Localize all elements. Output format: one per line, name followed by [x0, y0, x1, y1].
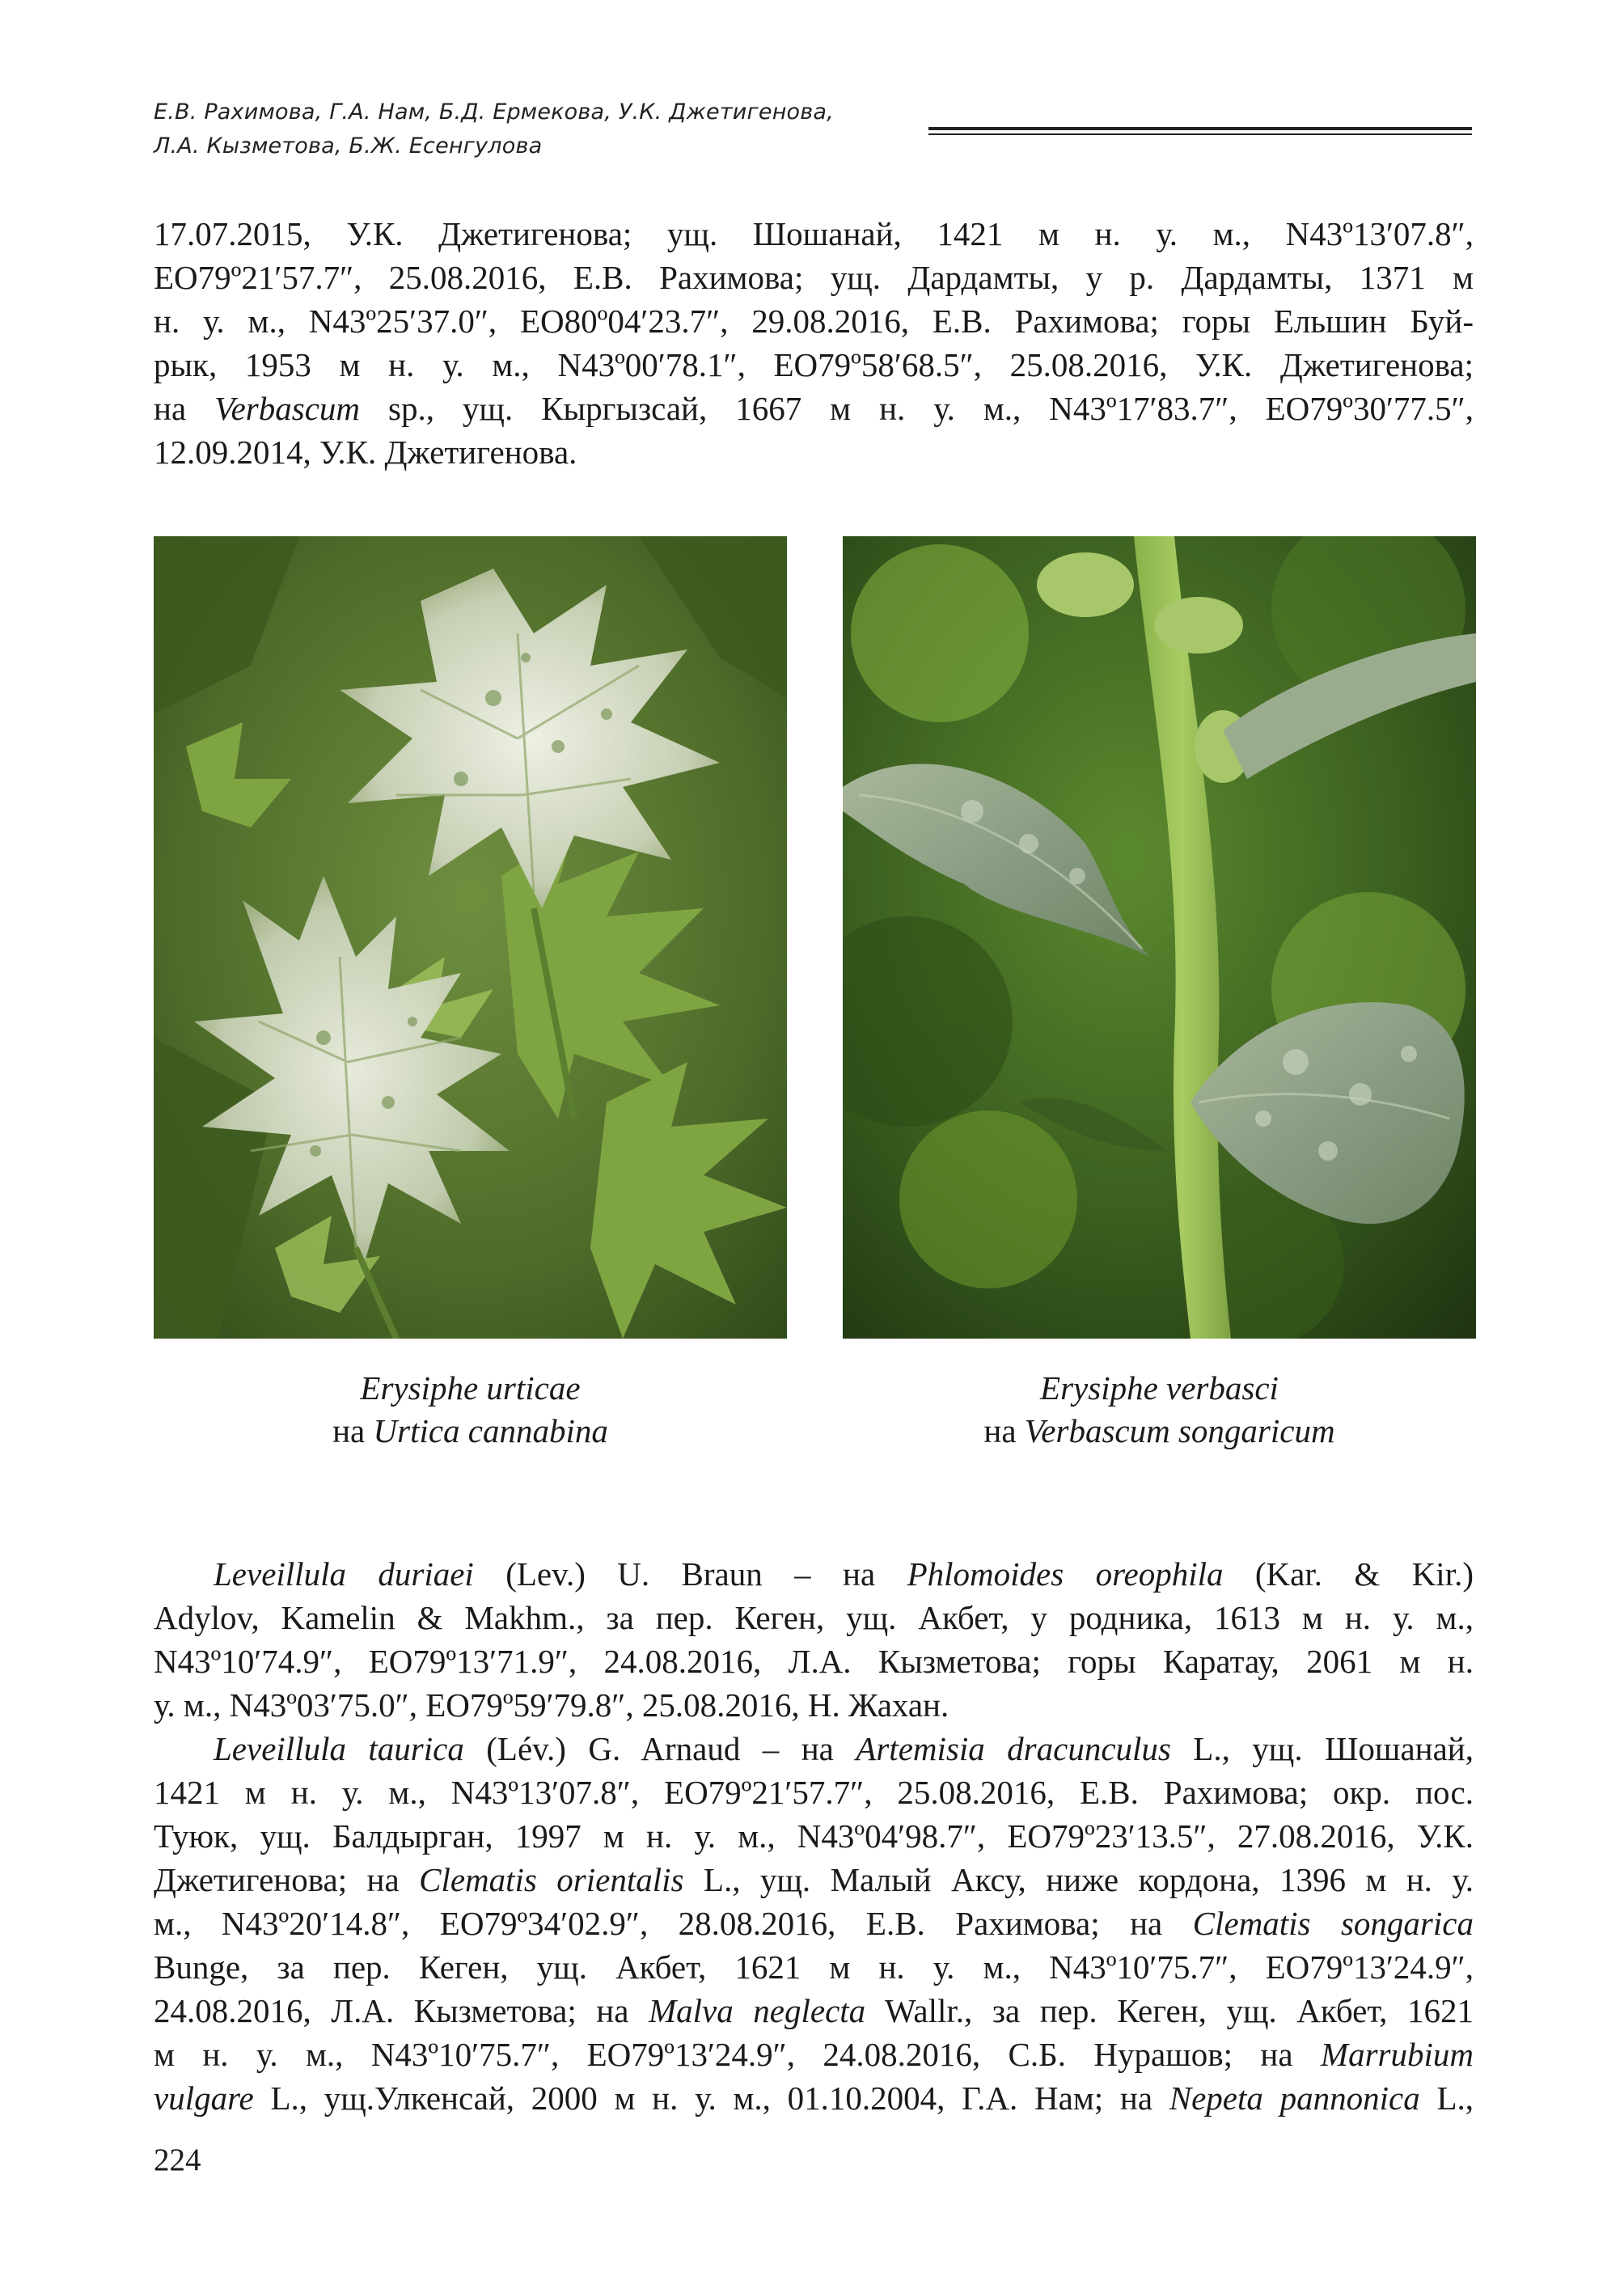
taxon-name: Malva neglecta [648, 1992, 866, 2029]
text-run: на [154, 390, 215, 427]
text-line [154, 2033, 1474, 2076]
top-paragraph [154, 212, 1474, 474]
taxon-name: Clematis songarica [1192, 1905, 1474, 1942]
text-line [154, 1858, 1474, 1902]
text-line: 12.09.2014, У.К. Джетигенова. [154, 434, 577, 471]
text-run: L., ущ.Улкенсай, 2000 м н. у. м., 01.10.2004, Г.А. Нам; на [253, 2079, 1169, 2117]
paragraph-leveillula-taurica [154, 1727, 1474, 2120]
text-line: ЕО79º21′57.7″, 25.08.2016, Е.В. Рахимова; ущ. Дардамты, у р. Дардамты, 1371 м [154, 259, 1474, 296]
text-line [154, 2076, 1474, 2120]
text-line [154, 1902, 1474, 1945]
text-run: (Lév.) G. Arnaud – на [463, 1730, 856, 1767]
text-run: 24.08.2016, Л.А. Кызметова; на [154, 1992, 649, 2029]
text-line: у. м., N43º03′75.0″, ЕО79º59′79.8″, 25.08.2016, Н. Жахан. [154, 1686, 949, 1724]
text-line: N43º10′74.9″, ЕО79º13′71.9″, 24.08.2016, Л.А. Кызметова; горы Каратау, 2061 м н. [154, 1643, 1474, 1680]
text-line: 1421 м н. у. м., N43º13′07.8″, ЕО79º21′57.7″, 25.08.2016, Е.В. Рахимова; окр. пос. [154, 1774, 1474, 1811]
taxon-name: Verbascum [214, 390, 361, 427]
text-line [154, 1552, 1474, 1596]
photo-illustration [154, 536, 787, 1339]
running-head [154, 95, 898, 163]
running-head-authors-line2: Л.А. Кызметова, Б.Ж. Есенгулова [154, 133, 543, 159]
taxon-name: Phlomoides oreophila [907, 1555, 1224, 1593]
page-number: 224 [154, 2143, 201, 2177]
text-run: L., ущ. Малый Аксу, ниже кордона, 1396 м н. у. [683, 1861, 1474, 1898]
text-run: м н. у. м., N43º10′75.7″, ЕО79º13′24.9″, 24.08.2016, С.Б. Нурашов; на [154, 2036, 1321, 2073]
caption-prefix: на [983, 1412, 1025, 1449]
text-run: Джетигенова; на [154, 1861, 420, 1898]
text-line: рык, 1953 м н. у. м., N43º00′78.1″, ЕО79º58′68.5″, 25.08.2016, У.К. Джетигенова; [154, 346, 1474, 383]
taxon-name: Artemisia dracunculus [856, 1730, 1171, 1767]
photo-erysiphe-verbasci [843, 536, 1476, 1339]
figure-caption-right [843, 1367, 1476, 1453]
taxon-name: Clematis orientalis [419, 1861, 684, 1898]
text-run: (Kar. & Kir.) [1223, 1555, 1474, 1593]
caption-prefix: на [332, 1412, 374, 1449]
taxon-name: Leveillula taurica [214, 1730, 464, 1767]
text-line: н. у. м., N43º25′37.0″, ЕО80º04′23.7″, 29.08.2016, Е.В. Рахимова; горы Ельшин Буй- [154, 302, 1474, 340]
text-run: (Lev.) U. Braun – на [473, 1555, 907, 1593]
text-line: 17.07.2015, У.К. Джетигенова; ущ. Шошанай, 1421 м н. у. м., N43º13′07.8″, [154, 215, 1474, 252]
running-head-authors-line1: Е.В. Рахимова, Г.А. Нам, Б.Д. Ермекова, У.К. Джетигенова, [154, 99, 834, 125]
text-line [154, 1989, 1474, 2033]
caption-host: Verbascum songaricum [1024, 1412, 1335, 1449]
text-run: L., [1419, 2079, 1474, 2117]
text-run: м., N43º20′14.8″, ЕО79º34′02.9″, 28.08.2016, Е.В. Рахимова; на [154, 1905, 1193, 1942]
text-run: sp., ущ. Кыргызсай, 1667 м н. у. м., N43º17′83.7″, ЕО79º30′77.5″, [360, 390, 1474, 427]
text-run: Wallr., за пер. Кеген, ущ. Акбет, 1621 [865, 1992, 1474, 2029]
caption-species: Erysiphe verbasci [1040, 1369, 1279, 1407]
text-run: L., ущ. Шошанай, [1170, 1730, 1474, 1767]
text-line: Туюк, ущ. Балдырган, 1997 м н. у. м., N43º04′98.7″, ЕО79º23′13.5″, 27.08.2016, У.К. [154, 1817, 1474, 1855]
text-line [154, 1727, 1474, 1771]
text-line: Adylov, Kamelin & Makhm., за пер. Кеген, ущ. Акбет, у родника, 1613 м н. у. м., [154, 1599, 1474, 1636]
paragraph-leveillula-duriaei [154, 1552, 1474, 1727]
taxon-name: Leveillula duriaei [214, 1555, 474, 1593]
caption-host: Urtica cannabina [373, 1412, 608, 1449]
taxon-name: Nepeta pannonica [1169, 2079, 1420, 2117]
text-line: Bunge, за пер. Кеген, ущ. Акбет, 1621 м н. у. м., N43º10′75.7″, ЕО79º13′24.9″, [154, 1948, 1474, 1986]
photo-illustration [843, 536, 1476, 1339]
taxon-name: vulgare [154, 2079, 254, 2117]
header-double-rule [928, 127, 1472, 135]
figure-caption-left [154, 1367, 787, 1453]
taxon-name: Marrubium [1320, 2036, 1474, 2073]
caption-species: Erysiphe urticae [360, 1369, 581, 1407]
text-line [154, 387, 1474, 430]
photo-erysiphe-urticae [154, 536, 787, 1339]
